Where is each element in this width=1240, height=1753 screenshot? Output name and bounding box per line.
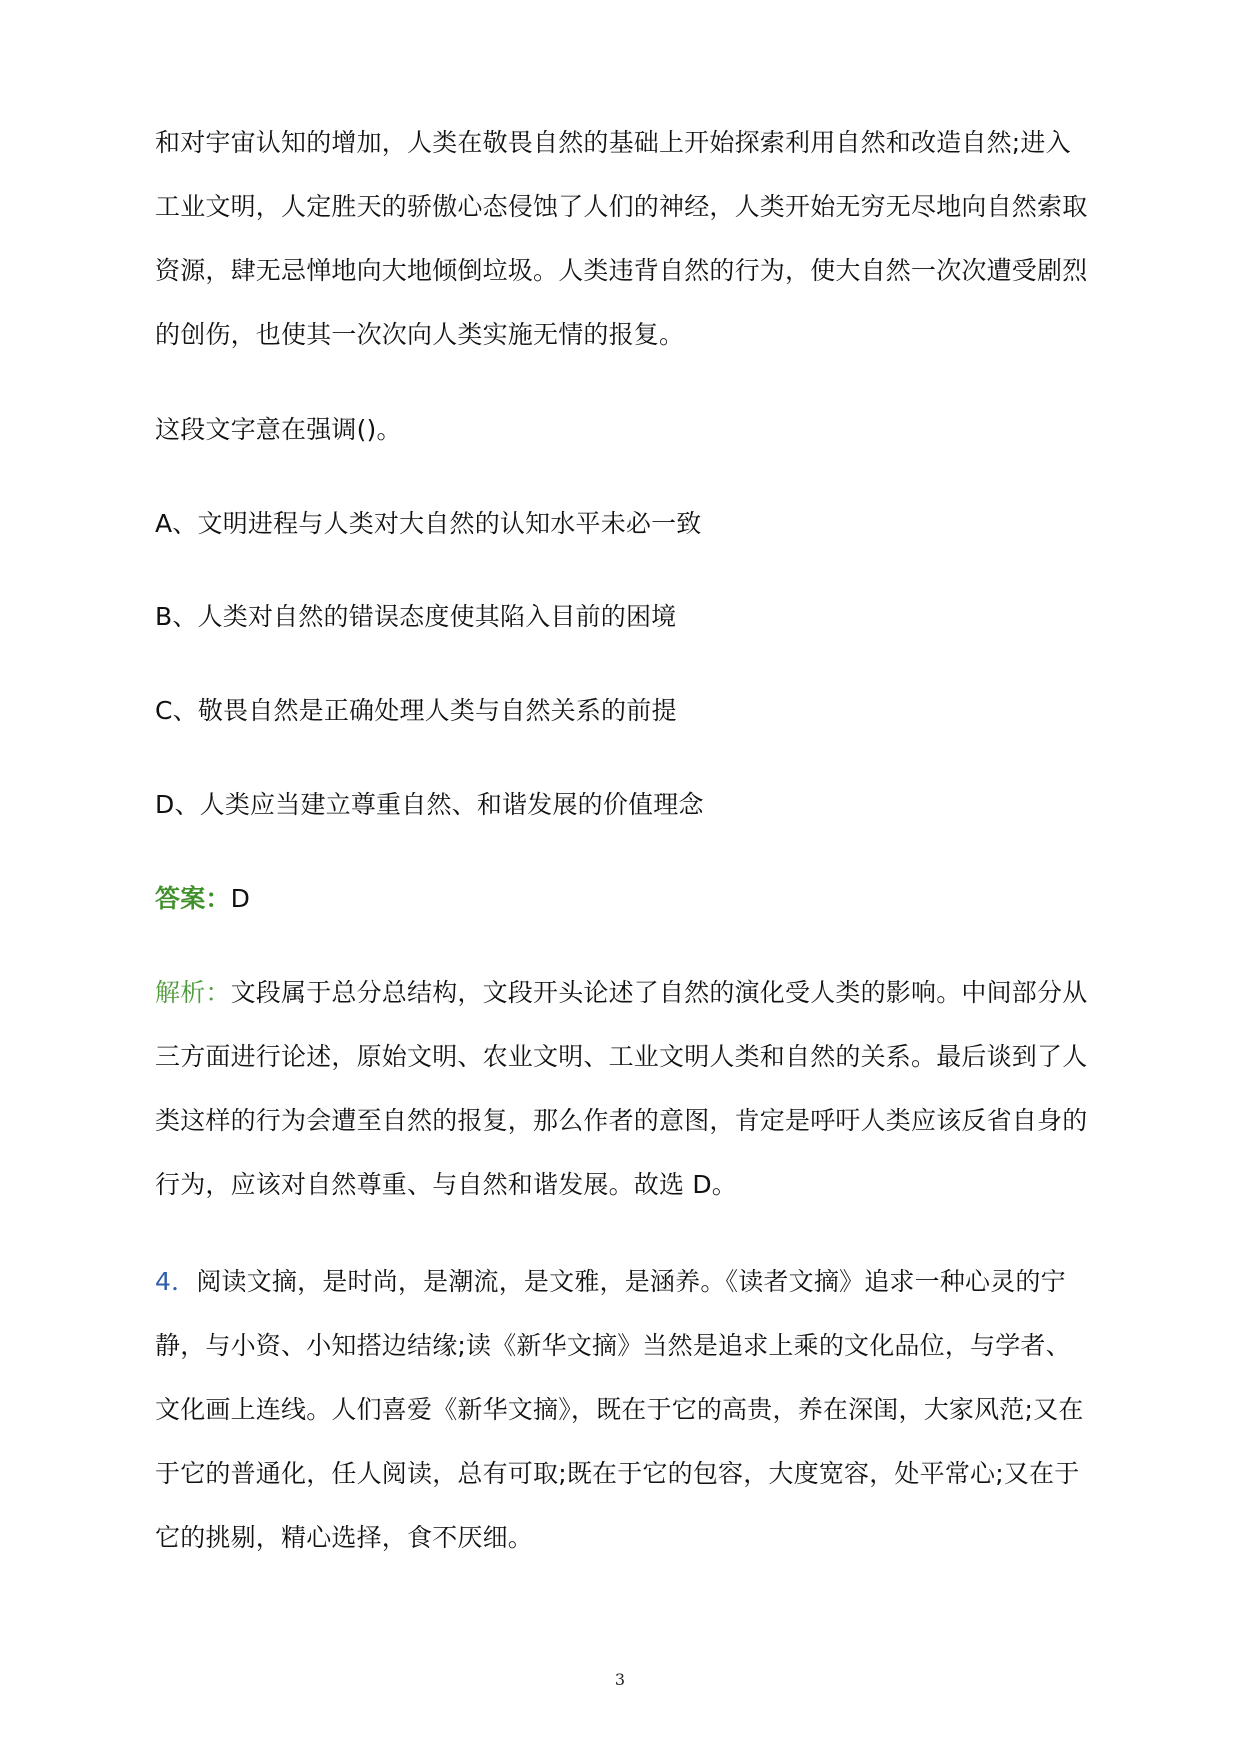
- question-4: [155, 1250, 1095, 1570]
- question-4-number: 4．: [155, 1267, 197, 1296]
- question-stem: 这段文字意在强调()。: [155, 415, 402, 444]
- option-a: A、文明进程与人类对大自然的认知水平未必一致: [155, 509, 702, 538]
- answer-value: D: [230, 884, 251, 913]
- option-b: B、人类对自然的错误态度使其陷入目前的困境: [155, 602, 677, 631]
- analysis-paragraph: [155, 961, 1095, 1217]
- analysis-label: 解析：: [155, 978, 231, 1007]
- page-number: 3: [614, 1670, 626, 1689]
- passage-continuation: 和对宇宙认知的增加，人类在敬畏自然的基础上开始探索利用自然和改造自然;进入工业文明，人定胜天的骄傲心态侵蚀了人们的神经，人类开始无穷无尽地向自然索取资源，肆无忌惮地向大地倾倒垃圾。人类违背自然的行为，使大自然一次次遭受剧烈的创伤，也使其一次次向人类实施无情的报复。: [155, 128, 1088, 349]
- option-c: C、敬畏自然是正确处理人类与自然关系的前提: [155, 696, 677, 725]
- analysis-text: 文段属于总分总结构，文段开头论述了自然的演化受人类的影响。中间部分从三方面进行论述，原始文明、农业文明、工业文明人类和自然的关系。最后谈到了人类这样的行为会遭至自然的报复，那么作者的意图，肯定是呼吁人类应该反省自身的行为，应该对自然尊重、与自然和谐发展。故选 D。: [155, 978, 1088, 1199]
- question-4-text: 阅读文摘，是时尚，是潮流，是文雅，是涵养。《读者文摘》追求一种心灵的宁静，与小资、小知搭边结缘;读《新华文摘》当然是追求上乘的文化品位，与学者、文化画上连线。人们喜爱《新华文摘》，既在于它的高贵，养在深闺，大家风范;又在于它的普通化，任人阅读，总有可取;既在于它的包容，大度宽容，处平常心;又在于它的挑剔，精心选择，食不厌细。: [155, 1267, 1084, 1552]
- answer-label: 答案：: [155, 884, 231, 913]
- answer-line: [155, 867, 1095, 931]
- option-d: D、人类应当建立尊重自然、和谐发展的价值理念: [155, 790, 704, 819]
